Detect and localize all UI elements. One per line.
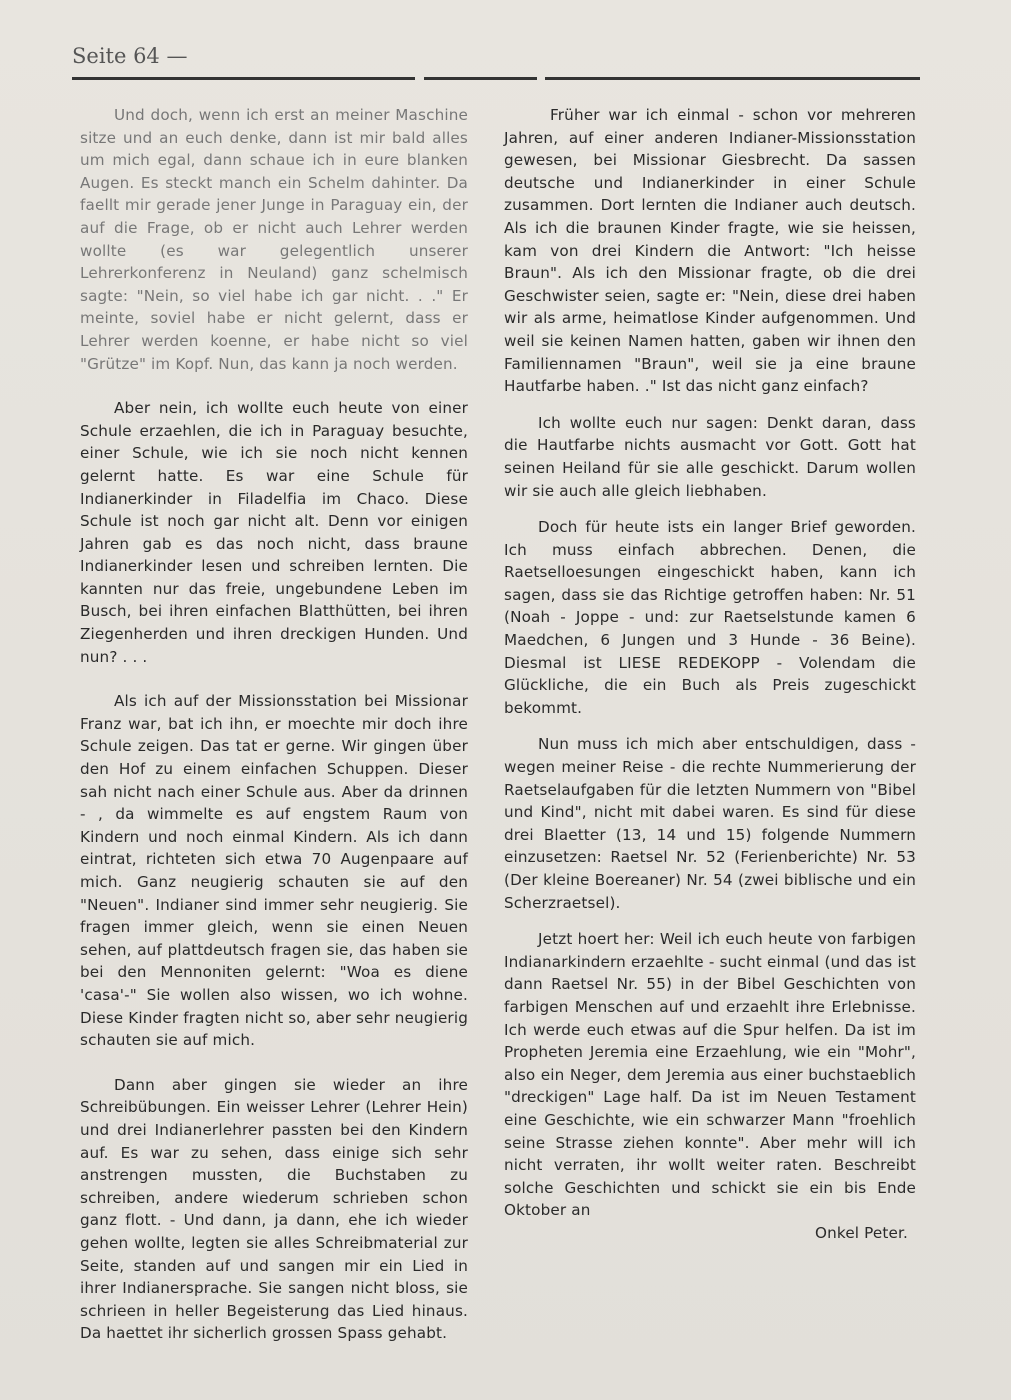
header-rule-left bbox=[72, 77, 415, 80]
paragraph: Und doch, wenn ich erst an meiner Maschine sitze und an euch denke, dann ist mir bald alles um mich egal, dann schaue ich in eure blanken Augen. Es steckt manch ein Schelm dahinter. Da faellt mir gerade jener Junge in Paraguay ein, der auf die Frage, ob er nicht auch Lehrer werden wollte (es war gelegentlich unserer Lehrerkonferenz in Neuland) ganz schelmisch sagte: "Nein, so viel habe ich gar nicht. . ." Er meinte, soviel habe er nicht gelernt, dass er Lehrer werden koenne, er habe nicht so viel "Grütze" im Kopf. Nun, das kann ja noch werden. bbox=[80, 106, 468, 373]
page-number-header: Seite 64 — bbox=[72, 44, 188, 68]
paragraph: Jetzt hoert her: Weil ich euch heute von farbigen Indianarkindern erzaehlte - sucht einmal (und das ist dann Raetsel Nr. 55) in der Bibel Geschichten von farbigen Menschen auf und erzaehlt ihre Erlebnisse. Ich werde euch etwas auf die Spur helfen. Da ist im Propheten Jeremia eine Erzaehlung, wie ein "Mohr", also ein Neger, dem Jeremia aus einer buchstaeblich "dreckigen" Lage half. Da ist im Neuen Testament eine Geschichte, wie ein schwarzer Mann "froehlich seine Strasse ziehen konnte". Aber mehr will ich nicht verraten, ihr wollt weiter raten. Beschreibt solche Geschichten und schickt sie ein bis Ende Oktober an bbox=[504, 930, 916, 1220]
header-rule-right bbox=[545, 77, 920, 80]
right-column bbox=[504, 104, 916, 1245]
paragraph: Nun muss ich mich aber entschuldigen, dass - wegen meiner Reise - die rechte Nummerierung der Raetselaufgaben für die letzten Nummern von "Bibel und Kind", nicht mit dabei waren. Es sind für diese drei Blaetter (13, 14 und 15) folgende Nummern einzusetzen: Raetsel Nr. 52 (Ferienberichte) Nr. 53 (Der kleine Boereaner) Nr. 54 (zwei biblische und ein Scherzraetsel). bbox=[504, 735, 916, 912]
paragraph: Dann aber gingen sie wieder an ihre Schreibübungen. Ein weisser Lehrer (Lehrer Hein) und drei Indianerlehrer passten bei den Kindern auf. Es war zu sehen, dass einige sich sehr anstrengen mussten, die Buchstaben zu schreiben, andere wiederum schrieben schon ganz flott. - Und dann, ja dann, ehe ich wieder gehen wollte, legten sie alles Schreibmaterial zur Seite, standen auf und sangen mir ein Lied in ihrer Indianersprache. Sie sangen nicht bloss, sie schrieen in heller Begeisterung das Lied hinaus. Da haettet ihr sicherlich grossen Spass gehabt. bbox=[80, 1075, 468, 1343]
paragraph: Doch für heute ists ein langer Brief geworden. Ich muss einfach abbrechen. Denen, die Raetselloesungen eingeschickt haben, kann ich sagen, dass sie das Richtige getroffen haben: Nr. 51 (Noah - Joppe - und: zur Raetselstunde kamen 6 Maedchen, 6 Jungen und 3 Hunde - 36 Beine). Diesmal ist LIESE REDEKOPP - Volendam die Glückliche, die ein Buch als Preis zugeschickt bekommt. bbox=[504, 518, 916, 717]
paragraph: Ich wollte euch nur sagen: Denkt daran, dass die Hautfarbe nichts ausmacht vor Gott. Gott hat seinen Heiland für sie alle geschickt. Darum wollen wir sie auch alle gleich liebhaben. bbox=[504, 413, 916, 500]
paragraph: Früher war ich einmal - schon vor mehreren Jahren, auf einer anderen Indianer-Missionsstation gewesen, bei Missionar Giesbrecht. Da sassen deutsche und Indianerkinder in einer Schule zusammen. Dort lernten die Indianer auch deutsch. Als ich die braunen Kinder fragte, wie sie heissen, kam von drei Kindern die Antwort: "Ich heisse Braun". Als ich den Missionar fragte, ob die drei Geschwister seien, sagte er: "Nein, diese drei haben wir als arme, heimatlose Kinder aufgenommen. Und weil sie keinen Namen hatten, gaben wir ihnen den Familiennamen "Braun", weil sie ja eine braune Hautfarbe haben. ." Ist das nicht ganz einfach? bbox=[504, 106, 916, 396]
left-column bbox=[80, 104, 468, 1345]
paragraph: Aber nein, ich wollte euch heute von einer Schule erzaehlen, die ich in Paraguay besuchte, einer Schule, wie ich sie noch nicht kennen gelernt hatte. Es war eine Schule für Indianerkinder in Filadelfia im Chaco. Diese Schule ist noch gar nicht alt. Denn vor einigen Jahren gab es das noch nicht, dass braune Indianerkinder lesen und schreiben lernten. Die kannten nur das freie, ungebundene Leben im Busch, bei ihren einfachen Blatthütten, bei ihren Ziegenherden und ihren dreckigen Hunden. Und nun? . . . bbox=[80, 399, 468, 666]
header-rule-middle bbox=[424, 77, 537, 80]
signature: Onkel Peter. bbox=[815, 1223, 908, 1242]
paragraph: Als ich auf der Missionsstation bei Missionar Franz war, bat ich ihn, er moechte mir doch ihre Schule zeigen. Das tat er gerne. Wir gingen über den Hof zu einem einfachen Schuppen. Dieser sah nicht nach einer Schule aus. Aber da drinnen - , da wimmelte es auf engstem Raum von Kindern und noch einmal Kindern. Als ich dann eintrat, richteten sich etwa 70 Augenpaare auf mich. Ganz neugierig schauten sie auf den "Neuen". Indianer sind immer sehr neugierig. Sie fragen immer gleich, wenn sie einen Neuen sehen, auf plattdeutsch fragen sie, das haben sie bei den Mennoniten gelernt: "Woa es diene 'casa'-" Sie wollen also wissen, wo ich wohne. Diese Kinder fragten nicht so, aber sehr neugierig schauten sie auf mich. bbox=[80, 692, 468, 1050]
